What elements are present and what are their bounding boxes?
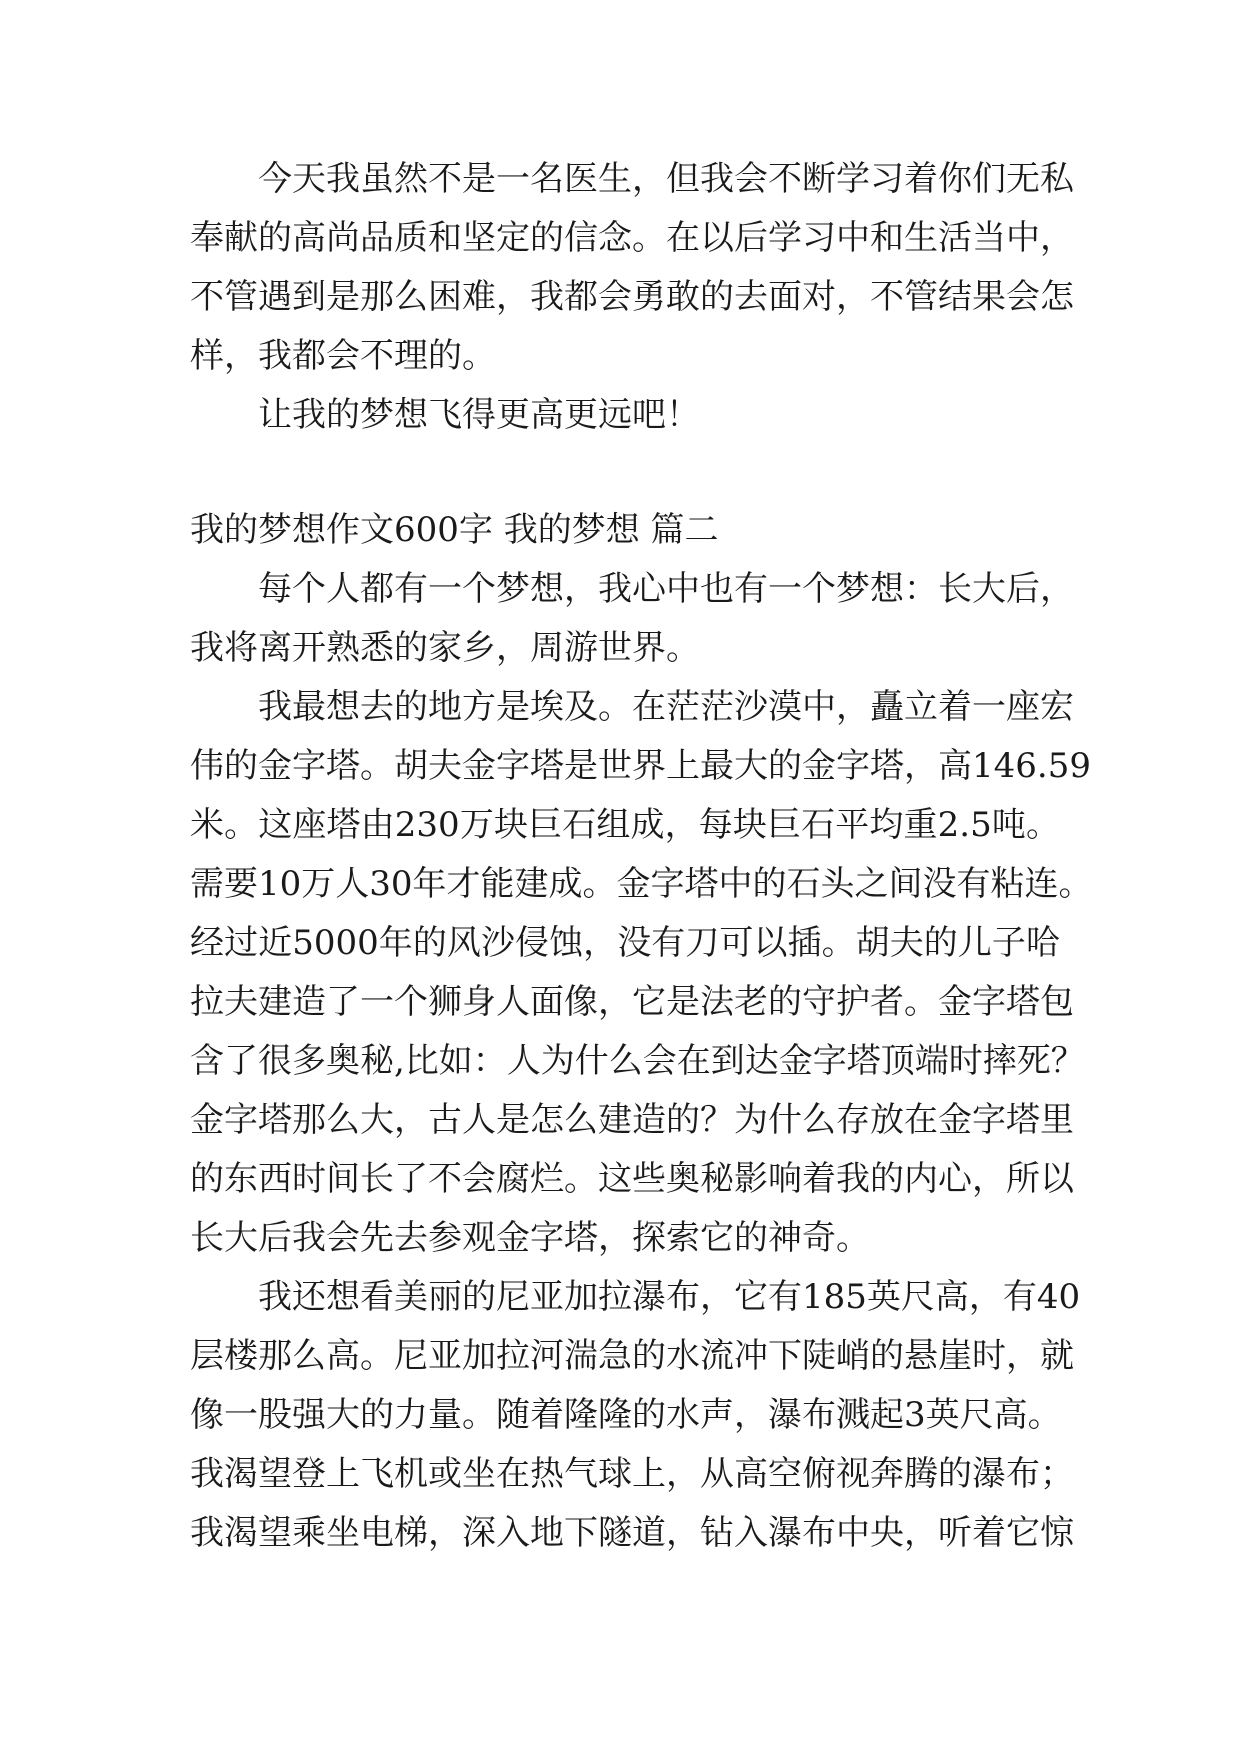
paragraph-intro [190,560,1074,678]
text-line: 伟的金字塔。胡夫金字塔是世界上最大的金字塔，高146.59 [190,746,1091,786]
document-page [190,150,1093,1563]
text-line: 米。这座塔由230万块巨石组成，每块巨石平均重2.5吨。 [190,805,1060,845]
text-line: 金字塔那么大，古人是怎么建造的？为什么存放在金字塔里 [190,1100,1074,1140]
text-line: 层楼那么高。尼亚加拉河湍急的水流冲下陡峭的悬崖时，就 [190,1336,1074,1376]
text-line: 我渴望乘坐电梯，深入地下隧道，钻入瀑布中央，听着它惊 [190,1513,1074,1553]
text-line: 今天我虽然不是一名医生，但我会不断学习着你们无私 [258,159,1074,199]
text-line: 我最想去的地方是埃及。在茫茫沙漠中，矗立着一座宏 [258,687,1074,727]
section-gap [190,445,1060,501]
paragraph-egypt [190,678,1093,1268]
text-line: 让我的梦想飞得更高更远吧！ [258,395,700,435]
text-line: 每个人都有一个梦想，我心中也有一个梦想：长大后， [258,569,1074,609]
text-line: 经过近5000年的风沙侵蚀，没有刀可以插。胡夫的儿子哈 [190,923,1060,963]
text-line: 长大后我会先去参观金字塔，探索它的神奇。 [190,1218,870,1258]
text-line: 我将离开熟悉的家乡，周游世界。 [190,628,700,668]
text-line: 需要10万人30年才能建成。金字塔中的石头之间没有粘连。 [190,864,1093,904]
heading-text: 我的梦想作文600字 我的梦想 篇二 [190,510,719,550]
text-line: 含了很多奥秘,比如：人为什么会在到达金字塔顶端时摔死？ [190,1041,1085,1081]
text-line: 奉献的高尚品质和坚定的信念。在以后学习中和生活当中， [190,218,1074,258]
paragraph-closing [190,386,1060,445]
paragraph-niagara [190,1268,1081,1563]
text-line: 的东西时间长了不会腐烂。这些奥秘影响着我的内心，所以 [190,1159,1074,1199]
section-heading [190,501,1060,560]
text-line: 样，我都会不理的。 [190,336,496,376]
text-line: 我还想看美丽的尼亚加拉瀑布，它有185英尺高，有40 [258,1277,1081,1317]
text-line: 不管遇到是那么困难，我都会勇敢的去面对，不管结果会怎 [190,277,1074,317]
paragraph-conclusion [190,150,1074,386]
text-line: 像一股强大的力量。随着隆隆的水声，瀑布溅起3英尺高。 [190,1395,1062,1435]
text-line: 拉夫建造了一个狮身人面像，它是法老的守护者。金字塔包 [190,982,1074,1022]
text-line: 我渴望登上飞机或坐在热气球上，从高空俯视奔腾的瀑布； [190,1454,1074,1494]
